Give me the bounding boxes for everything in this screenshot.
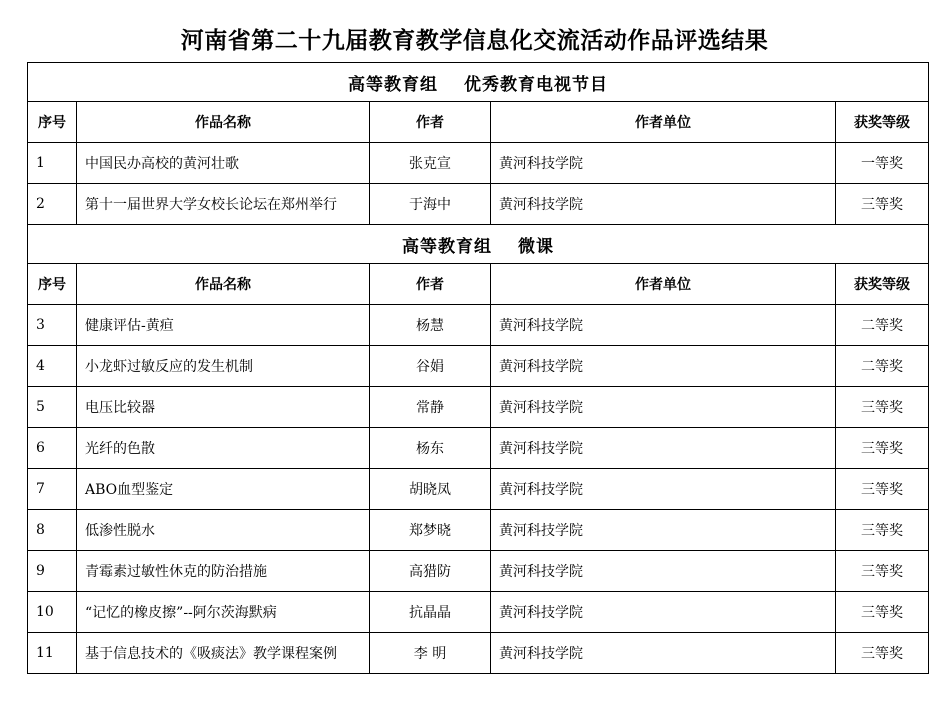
cell-work-name: 青霉素过敏性休克的防治措施 <box>77 551 370 592</box>
table-row <box>28 143 929 184</box>
cell-award: 二等奖 <box>836 346 929 387</box>
cell-unit: 黄河科技学院 <box>491 633 836 674</box>
cell-author: 郑梦晓 <box>370 510 491 551</box>
header-no: 序号 <box>28 264 77 305</box>
header-unit: 作者单位 <box>491 102 836 143</box>
section-title-row <box>28 63 929 102</box>
cell-work-name: 小龙虾过敏反应的发生机制 <box>77 346 370 387</box>
header-award: 获奖等级 <box>836 102 929 143</box>
results-table-body <box>28 63 929 674</box>
cell-no: 11 <box>28 633 77 674</box>
header-unit: 作者单位 <box>491 264 836 305</box>
cell-unit: 黄河科技学院 <box>491 387 836 428</box>
cell-award: 三等奖 <box>836 387 929 428</box>
table-header-row <box>28 264 929 305</box>
table-row <box>28 305 929 346</box>
cell-award: 三等奖 <box>836 428 929 469</box>
section-category: 优秀教育电视节目 <box>464 74 609 95</box>
cell-author: 抗晶晶 <box>370 592 491 633</box>
section-title-row <box>28 225 929 264</box>
header-author: 作者 <box>370 102 491 143</box>
cell-unit: 黄河科技学院 <box>491 469 836 510</box>
cell-award: 三等奖 <box>836 469 929 510</box>
cell-unit: 黄河科技学院 <box>491 346 836 387</box>
section-group: 高等教育组 <box>402 236 493 257</box>
cell-unit: 黄河科技学院 <box>491 428 836 469</box>
cell-award: 三等奖 <box>836 633 929 674</box>
table-row <box>28 346 929 387</box>
cell-author: 谷娟 <box>370 346 491 387</box>
cell-work-name: 电压比较器 <box>77 387 370 428</box>
table-row <box>28 428 929 469</box>
cell-no: 1 <box>28 143 77 184</box>
cell-work-name: ABO血型鉴定 <box>77 469 370 510</box>
section-title <box>28 225 929 264</box>
cell-author: 高猎防 <box>370 551 491 592</box>
cell-unit: 黄河科技学院 <box>491 592 836 633</box>
table-row <box>28 510 929 551</box>
cell-work-name: 低渗性脱水 <box>77 510 370 551</box>
cell-no: 8 <box>28 510 77 551</box>
cell-no: 9 <box>28 551 77 592</box>
cell-author: 杨东 <box>370 428 491 469</box>
table-header-row <box>28 102 929 143</box>
section-category: 微课 <box>518 236 555 257</box>
cell-no: 5 <box>28 387 77 428</box>
results-table <box>27 62 929 674</box>
cell-no: 3 <box>28 305 77 346</box>
cell-author: 李 明 <box>370 633 491 674</box>
cell-work-name: “记忆的橡皮擦”--阿尔茨海默病 <box>77 592 370 633</box>
table-row <box>28 184 929 225</box>
table-row <box>28 469 929 510</box>
cell-author: 张克宣 <box>370 143 491 184</box>
cell-unit: 黄河科技学院 <box>491 143 836 184</box>
cell-author: 胡晓凤 <box>370 469 491 510</box>
cell-no: 2 <box>28 184 77 225</box>
cell-unit: 黄河科技学院 <box>491 510 836 551</box>
cell-award: 三等奖 <box>836 510 929 551</box>
cell-author: 常静 <box>370 387 491 428</box>
cell-award: 三等奖 <box>836 551 929 592</box>
cell-work-name: 中国民办高校的黄河壮歌 <box>77 143 370 184</box>
cell-award: 三等奖 <box>836 184 929 225</box>
cell-work-name: 第十一届世界大学女校长论坛在郑州举行 <box>77 184 370 225</box>
page-title: 河南省第二十九届教育教学信息化交流活动作品评选结果 <box>180 27 769 54</box>
cell-award: 三等奖 <box>836 592 929 633</box>
header-no: 序号 <box>28 102 77 143</box>
cell-no: 7 <box>28 469 77 510</box>
cell-award: 一等奖 <box>836 143 929 184</box>
cell-work-name: 光纤的色散 <box>77 428 370 469</box>
table-row <box>28 387 929 428</box>
cell-author: 于海中 <box>370 184 491 225</box>
cell-unit: 黄河科技学院 <box>491 551 836 592</box>
table-row <box>28 551 929 592</box>
table-row <box>28 633 929 674</box>
header-name: 作品名称 <box>77 102 370 143</box>
section-title <box>28 63 929 102</box>
header-name: 作品名称 <box>77 264 370 305</box>
cell-work-name: 基于信息技术的《吸痰法》教学课程案例 <box>77 633 370 674</box>
table-row <box>28 592 929 633</box>
cell-no: 4 <box>28 346 77 387</box>
section-group: 高等教育组 <box>348 74 439 95</box>
header-author: 作者 <box>370 264 491 305</box>
header-award: 获奖等级 <box>836 264 929 305</box>
cell-no: 10 <box>28 592 77 633</box>
cell-award: 二等奖 <box>836 305 929 346</box>
cell-no: 6 <box>28 428 77 469</box>
cell-unit: 黄河科技学院 <box>491 184 836 225</box>
cell-work-name: 健康评估-黄疸 <box>77 305 370 346</box>
cell-unit: 黄河科技学院 <box>491 305 836 346</box>
cell-author: 杨慧 <box>370 305 491 346</box>
